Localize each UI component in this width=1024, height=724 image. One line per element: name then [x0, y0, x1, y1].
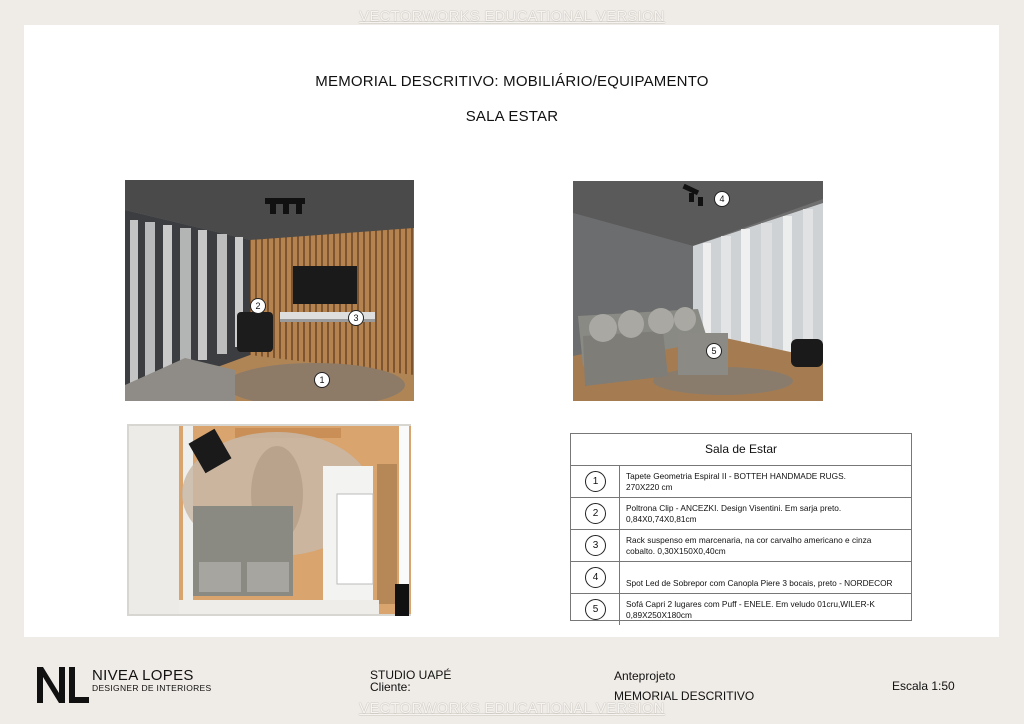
floor-plan-image	[127, 424, 411, 616]
row-number: 2	[585, 503, 606, 524]
render-sofa-view-image	[573, 181, 823, 401]
page-subtitle: SALA ESTAR	[465, 108, 559, 125]
marker-tapete: 1	[314, 372, 330, 388]
row-number: 3	[585, 535, 606, 556]
row-number: 4	[585, 567, 606, 588]
brand-name: NIVEA LOPES	[92, 667, 194, 684]
document-type: MEMORIAL DESCRITIVO	[614, 689, 755, 703]
brand-logo-icon	[37, 667, 89, 703]
row-description: Spot Led de Sobrepor com Canopla Piere 3 bocais, preto - NORDECOR	[626, 577, 893, 588]
table-row	[571, 562, 911, 594]
furniture-table-title: Sala de Estar	[571, 434, 911, 466]
render-tv-wall-image	[125, 180, 414, 401]
studio-name: STUDIO UAPÉ	[370, 668, 452, 682]
watermark-top: VECTORWORKS EDUCATIONAL VERSION	[359, 8, 665, 25]
table-row	[571, 466, 911, 498]
floor-plan	[127, 424, 411, 616]
row-number: 1	[585, 471, 606, 492]
table-row	[571, 498, 911, 530]
client-label: Cliente:	[370, 680, 411, 694]
page-title: MEMORIAL DESCRITIVO: MOBILIÁRIO/EQUIPAMENTO	[315, 73, 709, 90]
row-description: Poltrona Clip - ANCEZKI. Design Visentini. Em sarja preto. 0,84X0,74X0,81cm	[626, 503, 842, 524]
brand-subtitle: DESIGNER DE INTERIORES	[92, 683, 212, 693]
row-number: 5	[585, 599, 606, 620]
row-description: Sofá Capri 2 lugares com Puff - ENELE. Em veludo 01cru,WILER-K 0,89X250X180cm	[626, 599, 875, 620]
watermark-bottom: VECTORWORKS EDUCATIONAL VERSION	[359, 700, 665, 717]
marker-sofa: 5	[706, 343, 722, 359]
row-description: Tapete Geometria Espiral II - BOTTEH HANDMADE RUGS. 270X220 cm	[626, 471, 846, 492]
render-tv-wall	[125, 180, 414, 401]
table-row	[571, 530, 911, 562]
table-row	[571, 594, 911, 625]
furniture-table	[570, 433, 912, 621]
drawing-scale: Escala 1:50	[892, 679, 955, 693]
render-sofa-view	[573, 181, 823, 401]
marker-spot: 4	[714, 191, 730, 207]
marker-rack: 3	[348, 310, 364, 326]
project-phase: Anteprojeto	[614, 669, 676, 683]
marker-poltrona: 2	[250, 298, 266, 314]
row-description: Rack suspenso em marcenaria, na cor carvalho americano e cinza cobalto. 0,30X150X0,40cm	[626, 535, 872, 556]
